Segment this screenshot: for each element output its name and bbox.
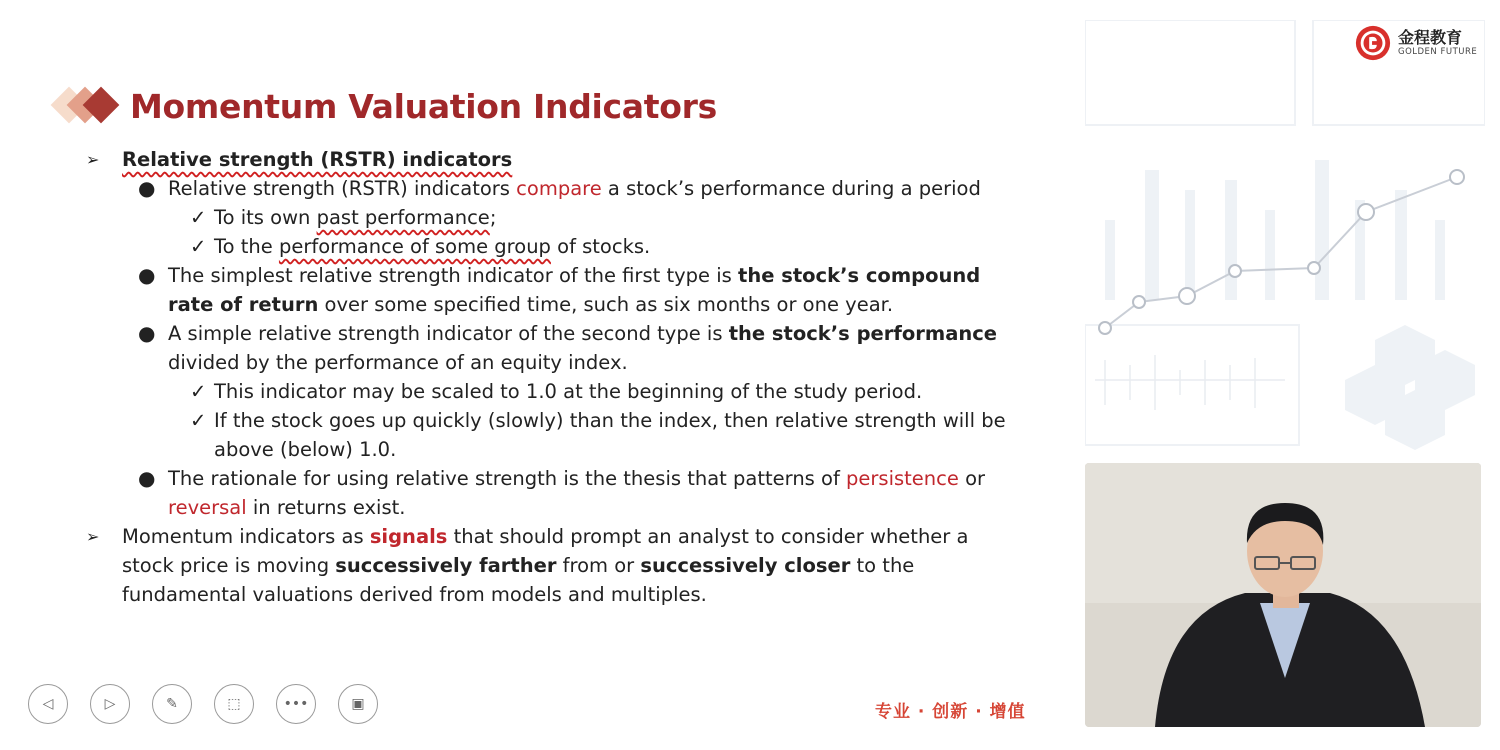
pointer-tool-button[interactable] bbox=[214, 684, 254, 724]
slide-navigation bbox=[28, 684, 378, 724]
slide-header bbox=[46, 82, 717, 130]
check-item bbox=[80, 232, 1020, 261]
bullet-dot-icon: ● bbox=[138, 321, 156, 345]
slide-view-button[interactable] bbox=[338, 684, 378, 724]
text-segment: that should prompt an analyst to consider whether a stock price is moving bbox=[122, 525, 969, 577]
presenter-video bbox=[1085, 463, 1481, 727]
text-segment: of stocks. bbox=[550, 235, 651, 258]
checkmark-icon: ✓ bbox=[190, 380, 207, 403]
line-text bbox=[168, 177, 981, 200]
next-icon: ▷ bbox=[104, 696, 116, 712]
check-item bbox=[80, 377, 1020, 406]
text-segment: from or bbox=[556, 554, 641, 577]
text-segment: The simplest relative strength indicator of the first type is bbox=[168, 264, 738, 287]
text-segment: past performance bbox=[316, 206, 490, 229]
text-segment: a stock’s performance during a period bbox=[601, 177, 981, 200]
check-item bbox=[80, 203, 1020, 232]
logo-seal-icon bbox=[1354, 24, 1392, 62]
section-heading bbox=[80, 145, 1020, 174]
checkmark-icon: ✓ bbox=[190, 409, 207, 432]
line-text bbox=[122, 525, 968, 606]
text-segment: Relative strength (RSTR) indicators bbox=[168, 177, 517, 200]
bullet-dot-icon: ● bbox=[138, 176, 156, 200]
text-segment: Momentum indicators as bbox=[122, 525, 370, 548]
line-text bbox=[214, 235, 650, 258]
text-segment: This indicator may be scaled to 1.0 at the beginning of the study period. bbox=[214, 380, 923, 403]
bullet-dot-icon: ● bbox=[138, 466, 156, 490]
checkmark-icon: ✓ bbox=[190, 206, 207, 229]
text-segment: ; bbox=[489, 206, 497, 229]
line-text bbox=[214, 206, 496, 229]
text-segment: to the fundamental valuations derived from models and multiples. bbox=[122, 554, 915, 606]
previous-slide-button[interactable] bbox=[28, 684, 68, 724]
bullet-item bbox=[80, 319, 1020, 377]
line-text bbox=[168, 467, 985, 519]
text-segment: divided by the performance of an equity index. bbox=[168, 351, 628, 374]
pen-icon: ✎ bbox=[166, 696, 178, 712]
pointer-icon: ⬚ bbox=[227, 696, 241, 712]
prev-icon: ◁ bbox=[42, 696, 54, 712]
text-segment: Relative strength (RSTR) indicators bbox=[122, 148, 513, 171]
text-segment: or bbox=[958, 467, 986, 490]
slide-title: Momentum Valuation Indicators bbox=[130, 86, 717, 126]
text-segment: To the bbox=[214, 235, 279, 258]
line-text bbox=[214, 409, 1006, 461]
text-segment: reversal bbox=[168, 496, 247, 519]
checkmark-icon: ✓ bbox=[190, 235, 207, 258]
text-segment: over some specified time, such as six months or one year. bbox=[318, 293, 894, 316]
section-arrow-icon: ➢ bbox=[86, 150, 100, 169]
text-segment: successively closer bbox=[640, 554, 851, 577]
diamond-decoration-icon bbox=[46, 82, 122, 130]
check-item bbox=[80, 406, 1020, 464]
next-slide-button[interactable] bbox=[90, 684, 130, 724]
section-paragraph bbox=[80, 522, 1020, 609]
bullet-item bbox=[80, 261, 1020, 319]
text-segment: To its own bbox=[214, 206, 317, 229]
logo-chinese-name: 金程教育 bbox=[1398, 28, 1463, 47]
more-icon: ••• bbox=[283, 696, 309, 712]
text-segment: the stock’s compound rate of return bbox=[168, 264, 981, 316]
bullet-item bbox=[80, 464, 1020, 522]
text-segment: successively farther bbox=[335, 554, 557, 577]
text-segment: performance of some group bbox=[278, 235, 551, 258]
text-segment: persistence bbox=[846, 467, 959, 490]
text-segment: A simple relative strength indicator of the second type is bbox=[168, 322, 729, 345]
line-text bbox=[214, 380, 922, 403]
slide-content bbox=[80, 145, 1020, 609]
text-segment: the stock’s performance bbox=[728, 322, 998, 345]
bullet-dot-icon: ● bbox=[138, 263, 156, 287]
logo-english-name: GOLDEN FUTURE bbox=[1398, 47, 1478, 57]
line-text bbox=[168, 322, 997, 374]
section-arrow-icon: ➢ bbox=[86, 527, 100, 546]
text-segment: The rationale for using relative strength is the thesis that patterns of bbox=[168, 467, 847, 490]
text-segment: compare bbox=[516, 177, 602, 200]
tagline: 专业 · 创新 · 增值 bbox=[875, 702, 1026, 722]
text-segment: in returns exist. bbox=[246, 496, 406, 519]
text-segment: signals bbox=[369, 525, 448, 548]
screen-icon: ▣ bbox=[351, 696, 365, 712]
company-logo bbox=[1354, 24, 1477, 62]
bullet-item bbox=[80, 174, 1020, 203]
more-options-button[interactable] bbox=[276, 684, 316, 724]
text-segment: If the stock goes up quickly (slowly) than the index, then relative strength will be above (below) 1.0. bbox=[214, 409, 1006, 461]
presenter-illustration bbox=[1085, 463, 1481, 727]
background-infographic bbox=[1085, 20, 1485, 450]
line-text bbox=[122, 148, 512, 171]
line-text bbox=[168, 264, 980, 316]
pen-tool-button[interactable] bbox=[152, 684, 192, 724]
